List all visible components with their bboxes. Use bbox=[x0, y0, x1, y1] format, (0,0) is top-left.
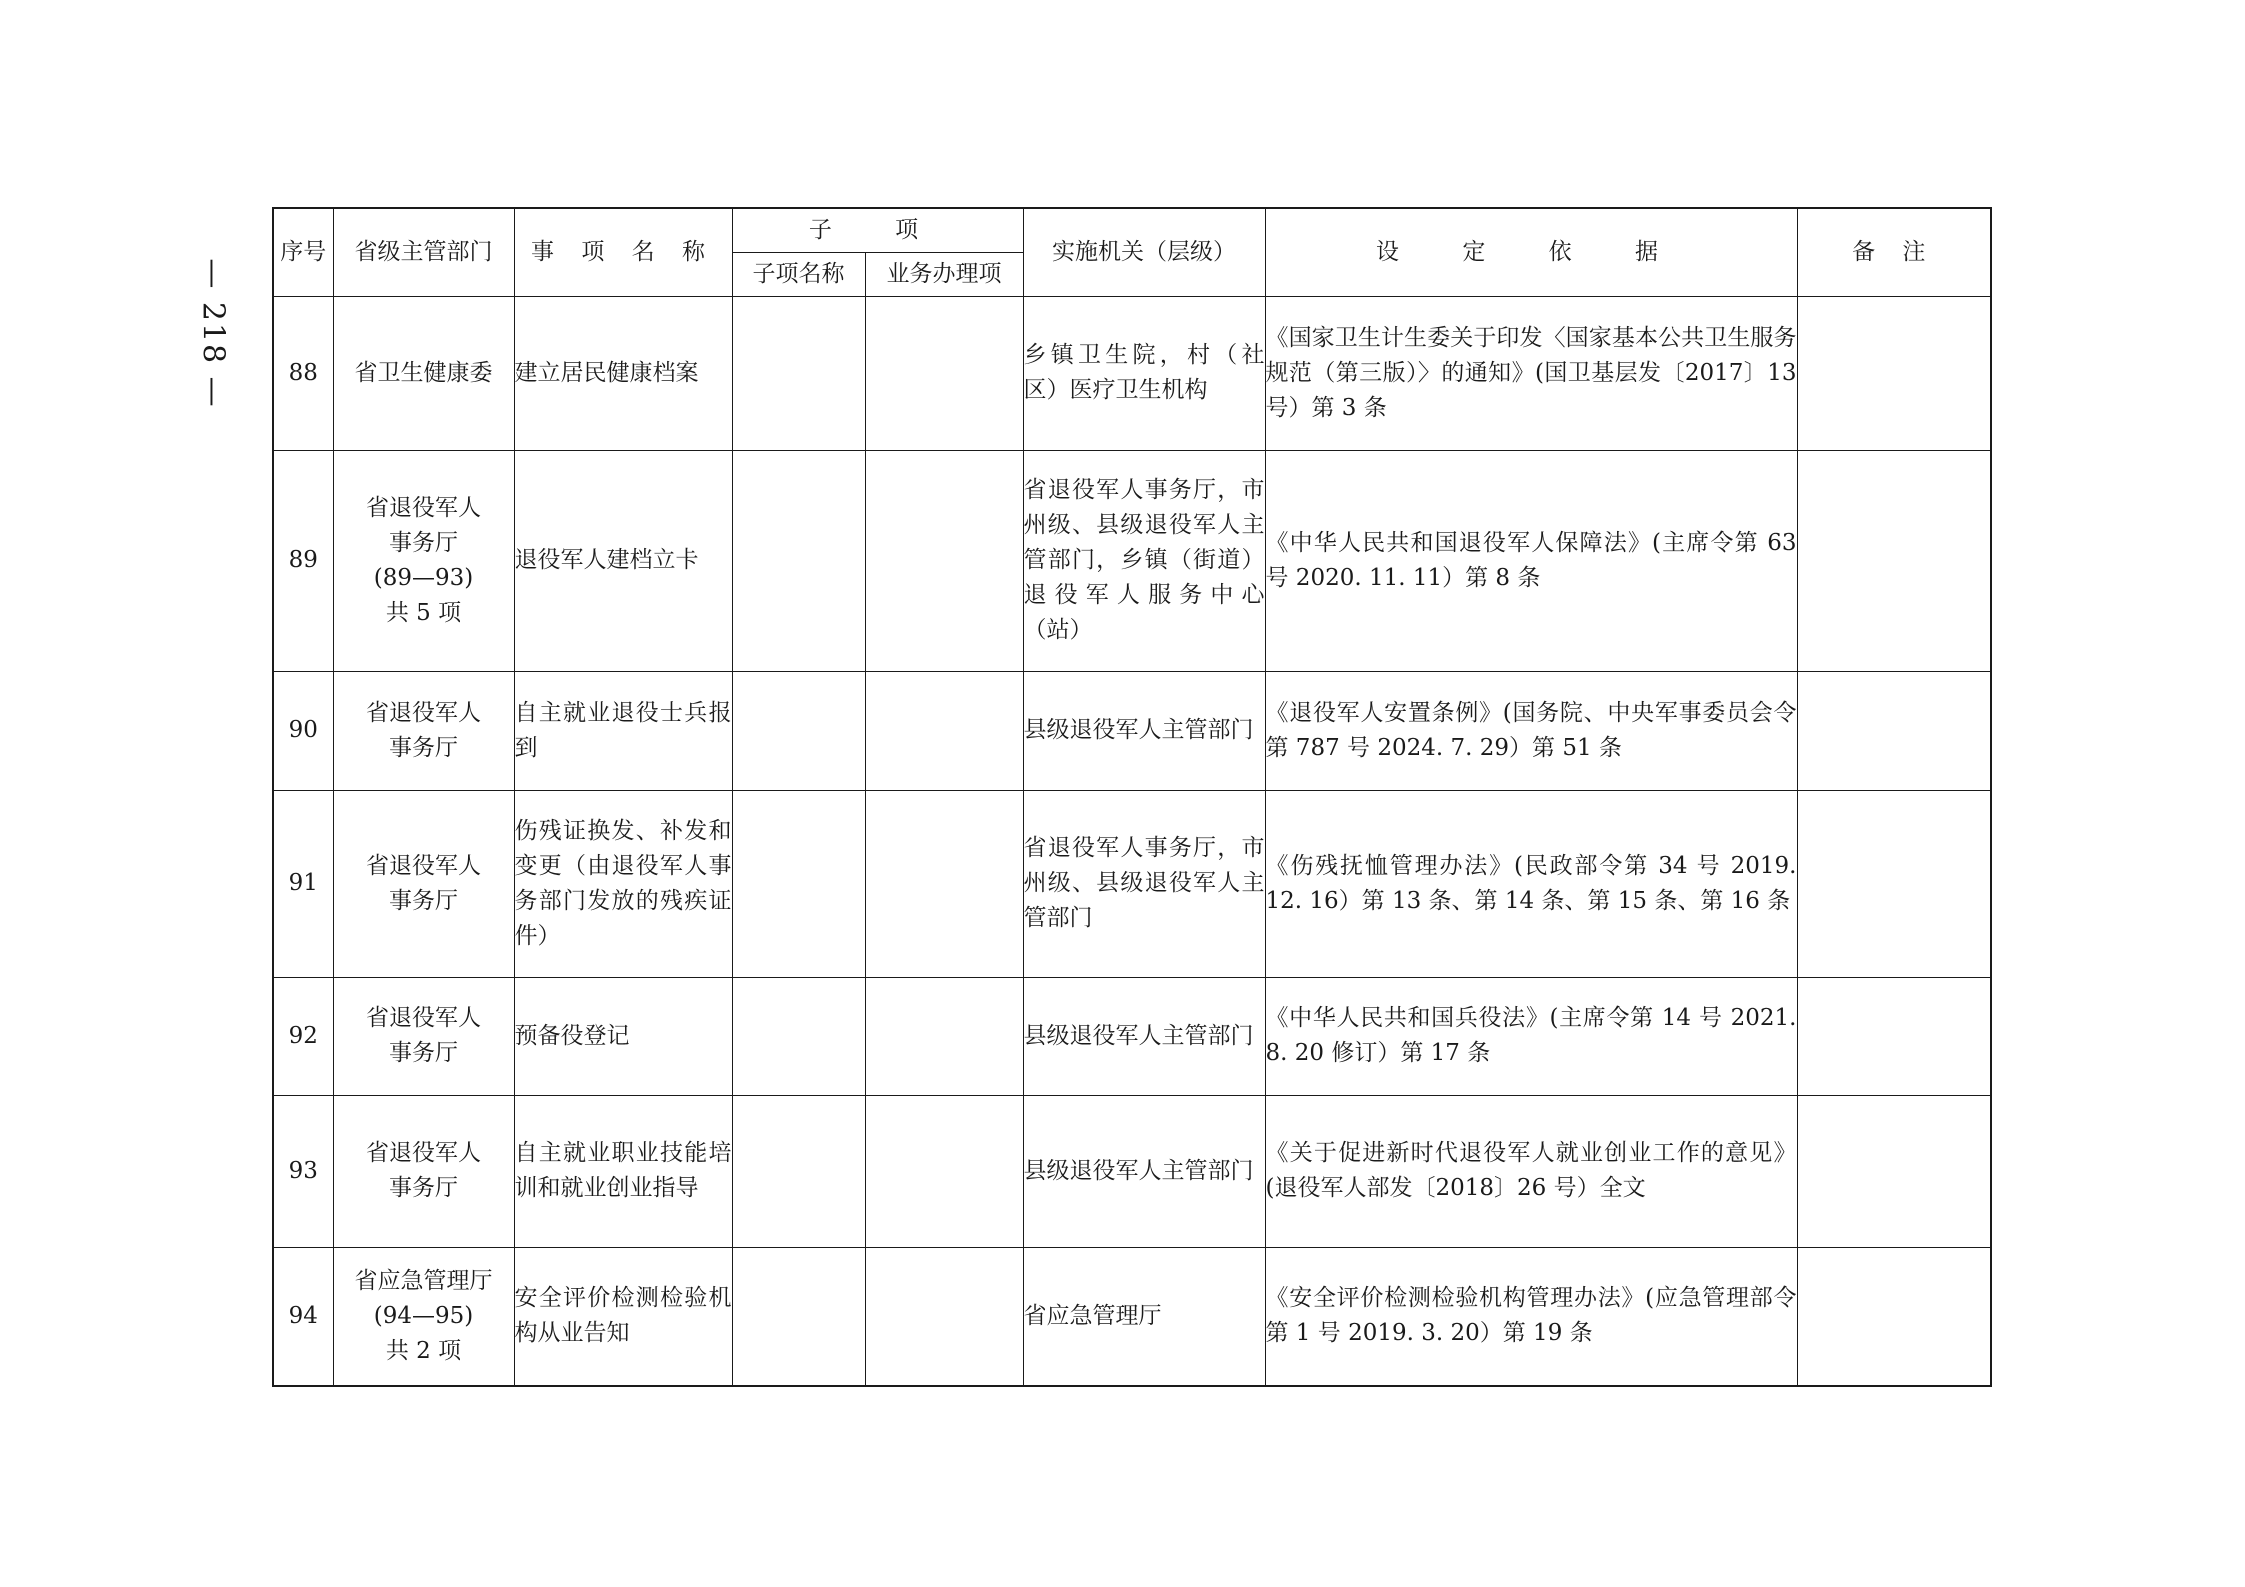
table-row bbox=[273, 1247, 1991, 1386]
table-row bbox=[273, 671, 1991, 790]
cell-agency: 县级退役军人主管部门 bbox=[1023, 671, 1265, 790]
cell-remark bbox=[1797, 671, 1991, 790]
dept-line: 事务厅 bbox=[389, 734, 458, 761]
cell-item-name: 建立居民健康档案 bbox=[514, 296, 732, 450]
cell-item-name: 预备役登记 bbox=[514, 977, 732, 1095]
dept-line: 事务厅 bbox=[389, 1175, 458, 1201]
table-row bbox=[273, 790, 1991, 977]
cell-subitem-name bbox=[732, 671, 865, 790]
dept-line: 省退役军人 bbox=[366, 1140, 481, 1166]
header-dept: 省级主管部门 bbox=[333, 208, 514, 296]
table-row bbox=[273, 450, 1991, 671]
page-number bbox=[193, 243, 233, 423]
dept-range: (94—95) bbox=[373, 1302, 474, 1329]
cell-business-item bbox=[865, 296, 1023, 450]
header-seq: 序号 bbox=[273, 208, 333, 296]
header-item-name: 事 项 名 称 bbox=[514, 208, 732, 296]
header-subitem-name: 子项名称 bbox=[732, 252, 865, 296]
table-row bbox=[273, 1095, 1991, 1247]
cell-business-item bbox=[865, 1095, 1023, 1247]
dept-line: 省退役军人 bbox=[366, 1005, 481, 1031]
cell-subitem-name bbox=[732, 1247, 865, 1386]
cell-remark bbox=[1797, 1247, 1991, 1386]
cell-business-item bbox=[865, 790, 1023, 977]
cell-seq: 94 bbox=[273, 1247, 333, 1386]
cell-subitem-name bbox=[732, 296, 865, 450]
cell-business-item bbox=[865, 671, 1023, 790]
cell-agency: 省应急管理厅 bbox=[1023, 1247, 1265, 1386]
cell-item-name: 自主就业职业技能培训和就业创业指导 bbox=[514, 1095, 732, 1247]
cell-seq: 88 bbox=[273, 296, 333, 450]
cell-basis: 《退役军人安置条例》(国务院、中央军事委员会令第 787 号 2024. 7. 29）第 51 条 bbox=[1265, 671, 1797, 790]
header-basis: 设 定 依 据 bbox=[1265, 208, 1797, 296]
cell-dept bbox=[333, 790, 514, 977]
dept-line: 事务厅 bbox=[389, 529, 458, 556]
dept-line: 省退役军人 bbox=[366, 852, 481, 879]
cell-dept bbox=[333, 671, 514, 790]
table-row bbox=[273, 977, 1991, 1095]
page-number-text: — 218 — bbox=[195, 257, 231, 409]
cell-dept bbox=[333, 1247, 514, 1386]
header-agency: 实施机关（层级） bbox=[1023, 208, 1265, 296]
cell-dept bbox=[333, 977, 514, 1095]
cell-basis: 《中华人民共和国兵役法》(主席令第 14 号 2021. 8. 20 修订）第 17 条 bbox=[1265, 977, 1797, 1095]
dept-line: 省应急管理厅 bbox=[354, 1267, 493, 1294]
cell-item-name: 自主就业退役士兵报到 bbox=[514, 671, 732, 790]
cell-basis: 《国家卫生计生委关于印发〈国家基本公共卫生服务规范（第三版）〉的通知》(国卫基层发〔2017〕13 号）第 3 条 bbox=[1265, 296, 1797, 450]
cell-basis: 《伤残抚恤管理办法》(民政部令第 34 号 2019. 12. 16）第 13 条、第 14 条、第 15 条、第 16 条 bbox=[1265, 790, 1797, 977]
cell-subitem-name bbox=[732, 1095, 865, 1247]
cell-business-item bbox=[865, 977, 1023, 1095]
cell-remark bbox=[1797, 790, 1991, 977]
dept-line: 省退役军人 bbox=[366, 494, 481, 521]
cell-dept bbox=[333, 450, 514, 671]
cell-item-name: 退役军人建档立卡 bbox=[514, 450, 732, 671]
table-row bbox=[273, 296, 1991, 450]
dept-line: 省卫生健康委 bbox=[354, 359, 493, 386]
cell-remark bbox=[1797, 977, 1991, 1095]
dept-count: 共 5 项 bbox=[385, 599, 462, 626]
cell-business-item bbox=[865, 450, 1023, 671]
cell-subitem-name bbox=[732, 790, 865, 977]
header-subitem: 子 项 bbox=[732, 208, 1023, 252]
cell-seq: 91 bbox=[273, 790, 333, 977]
cell-remark bbox=[1797, 450, 1991, 671]
cell-basis: 《中华人民共和国退役军人保障法》(主席令第 63 号 2020. 11. 11）第 8 条 bbox=[1265, 450, 1797, 671]
item-table bbox=[272, 207, 1992, 1387]
cell-dept bbox=[333, 1095, 514, 1247]
cell-basis: 《关于促进新时代退役军人就业创业工作的意见》(退役军人部发〔2018〕26 号）全文 bbox=[1265, 1095, 1797, 1247]
cell-item-name: 安全评价检测检验机构从业告知 bbox=[514, 1247, 732, 1386]
cell-subitem-name bbox=[732, 450, 865, 671]
dept-line: 事务厅 bbox=[389, 1040, 458, 1066]
dept-line: 省退役军人 bbox=[366, 699, 481, 726]
header-remark: 备 注 bbox=[1797, 208, 1991, 296]
cell-subitem-name bbox=[732, 977, 865, 1095]
cell-business-item bbox=[865, 1247, 1023, 1386]
cell-agency: 县级退役军人主管部门 bbox=[1023, 977, 1265, 1095]
cell-seq: 92 bbox=[273, 977, 333, 1095]
cell-basis: 《安全评价检测检验机构管理办法》(应急管理部令第 1 号 2019. 3. 20）第 19 条 bbox=[1265, 1247, 1797, 1386]
cell-remark bbox=[1797, 1095, 1991, 1247]
cell-agency: 省退役军人事务厅，市州级、县级退役军人主管部门，乡镇（街道）退役军人服务中心（站） bbox=[1023, 450, 1265, 671]
cell-dept bbox=[333, 296, 514, 450]
dept-range: (89—93) bbox=[373, 564, 474, 591]
cell-seq: 93 bbox=[273, 1095, 333, 1247]
cell-seq: 90 bbox=[273, 671, 333, 790]
cell-agency: 乡镇卫生院，村（社区）医疗卫生机构 bbox=[1023, 296, 1265, 450]
dept-count: 共 2 项 bbox=[385, 1337, 462, 1364]
cell-seq: 89 bbox=[273, 450, 333, 671]
cell-item-name: 伤残证换发、补发和变更（由退役军人事务部门发放的残疾证件） bbox=[514, 790, 732, 977]
dept-line: 事务厅 bbox=[389, 887, 458, 914]
cell-remark bbox=[1797, 296, 1991, 450]
header-business-item: 业务办理项 bbox=[865, 252, 1023, 296]
cell-agency: 省退役军人事务厅，市州级、县级退役军人主管部门 bbox=[1023, 790, 1265, 977]
cell-agency: 县级退役军人主管部门 bbox=[1023, 1095, 1265, 1247]
